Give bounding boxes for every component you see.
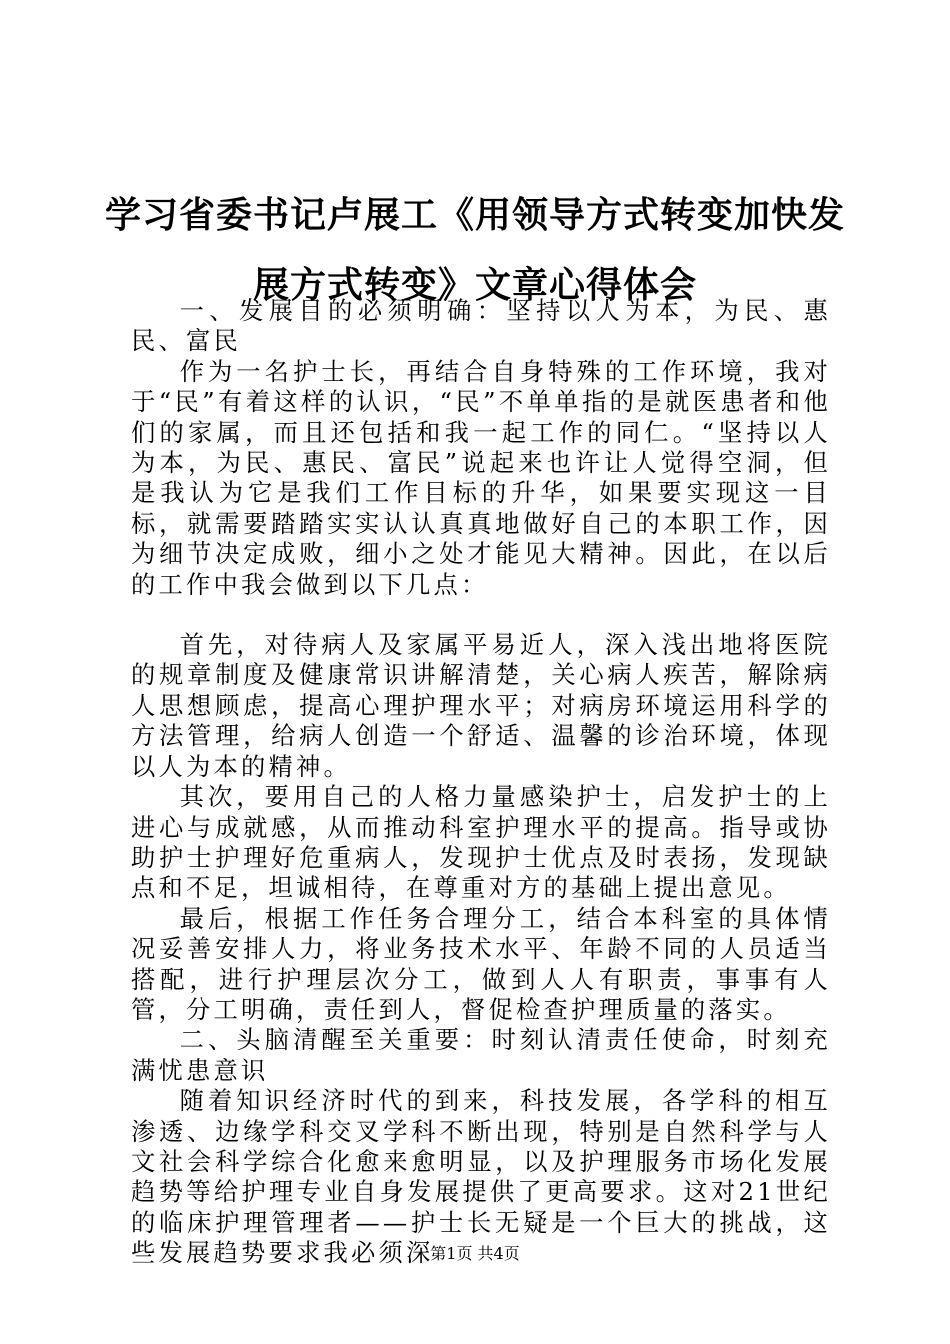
section-heading-1: 一、发展目的必须明确：坚持以人为本，为民、惠民、富民 <box>131 296 831 356</box>
body-paragraph: 作为一名护士长，再结合自身特殊的工作环境，我对于“民”有着这样的认识，“民”不单单指的是就医患者和他们的家属，而且还包括和我一起工作的同仁。“坚持以人为本，为民、惠民、富民”说起来也许让人觉得空洞，但是我认为它是我们工作目标的升华，如果要实现这一目标，就需要踏踏实实认认真真地做好自己的本职工作，因为细节决定成败，细小之处才能见大精神。因此，在以后的工作中我会做到以下几点： <box>131 356 831 599</box>
document-title: 学习省委书记卢展工《用领导方式转变加快发展方式转变》文章心得体会 <box>104 194 845 306</box>
section-heading-2: 二、头脑清醒至关重要：时刻认清责任使命，时刻充满忧患意识 <box>131 1025 831 1085</box>
body-paragraph: 最后，根据工作任务合理分工，结合本科室的具体情况妥善安排人力，将业务技术水平、年龄不同的人员适当搭配，进行护理层次分工，做到人人有职责，事事有人管，分工明确，责任到人，督促检查护理质量的落实。 <box>131 903 831 1024</box>
paragraph-spacer <box>131 600 831 630</box>
document-body <box>131 296 831 1269</box>
body-paragraph: 首先，对待病人及家属平易近人，深入浅出地将医院的规章制度及健康常识讲解清楚，关心病人疾苦，解除病人思想顾虑，提高心理护理水平；对病房环境运用科学的方法管理，给病人创造一个舒适、温馨的诊治环境，体现以人为本的精神。 <box>131 630 831 781</box>
body-paragraph: 随着知识经济时代的到来，科技发展，各学科的相互渗透、边缘学科交叉学科不断出现，特别是自然科学与人文社会科学综合化愈来愈明显，以及护理服务市场化发展趋势等给护理专业自身发展提供了更高要求。这对21世纪的临床护理管理者——护士长无疑是一个巨大的挑战，这些发展趋势要求我必须深 <box>131 1086 831 1268</box>
body-paragraph: 其次，要用自己的人格力量感染护士，启发护士的上进心与成就感，从而推动科室护理水平的提高。指导或协助护士护理好危重病人，发现护士优点及时表扬，发现缺点和不足，坦诚相待，在尊重对方的基础上提出意见。 <box>131 782 831 903</box>
page-number-footer: 第1页 共4页 <box>430 1244 520 1263</box>
